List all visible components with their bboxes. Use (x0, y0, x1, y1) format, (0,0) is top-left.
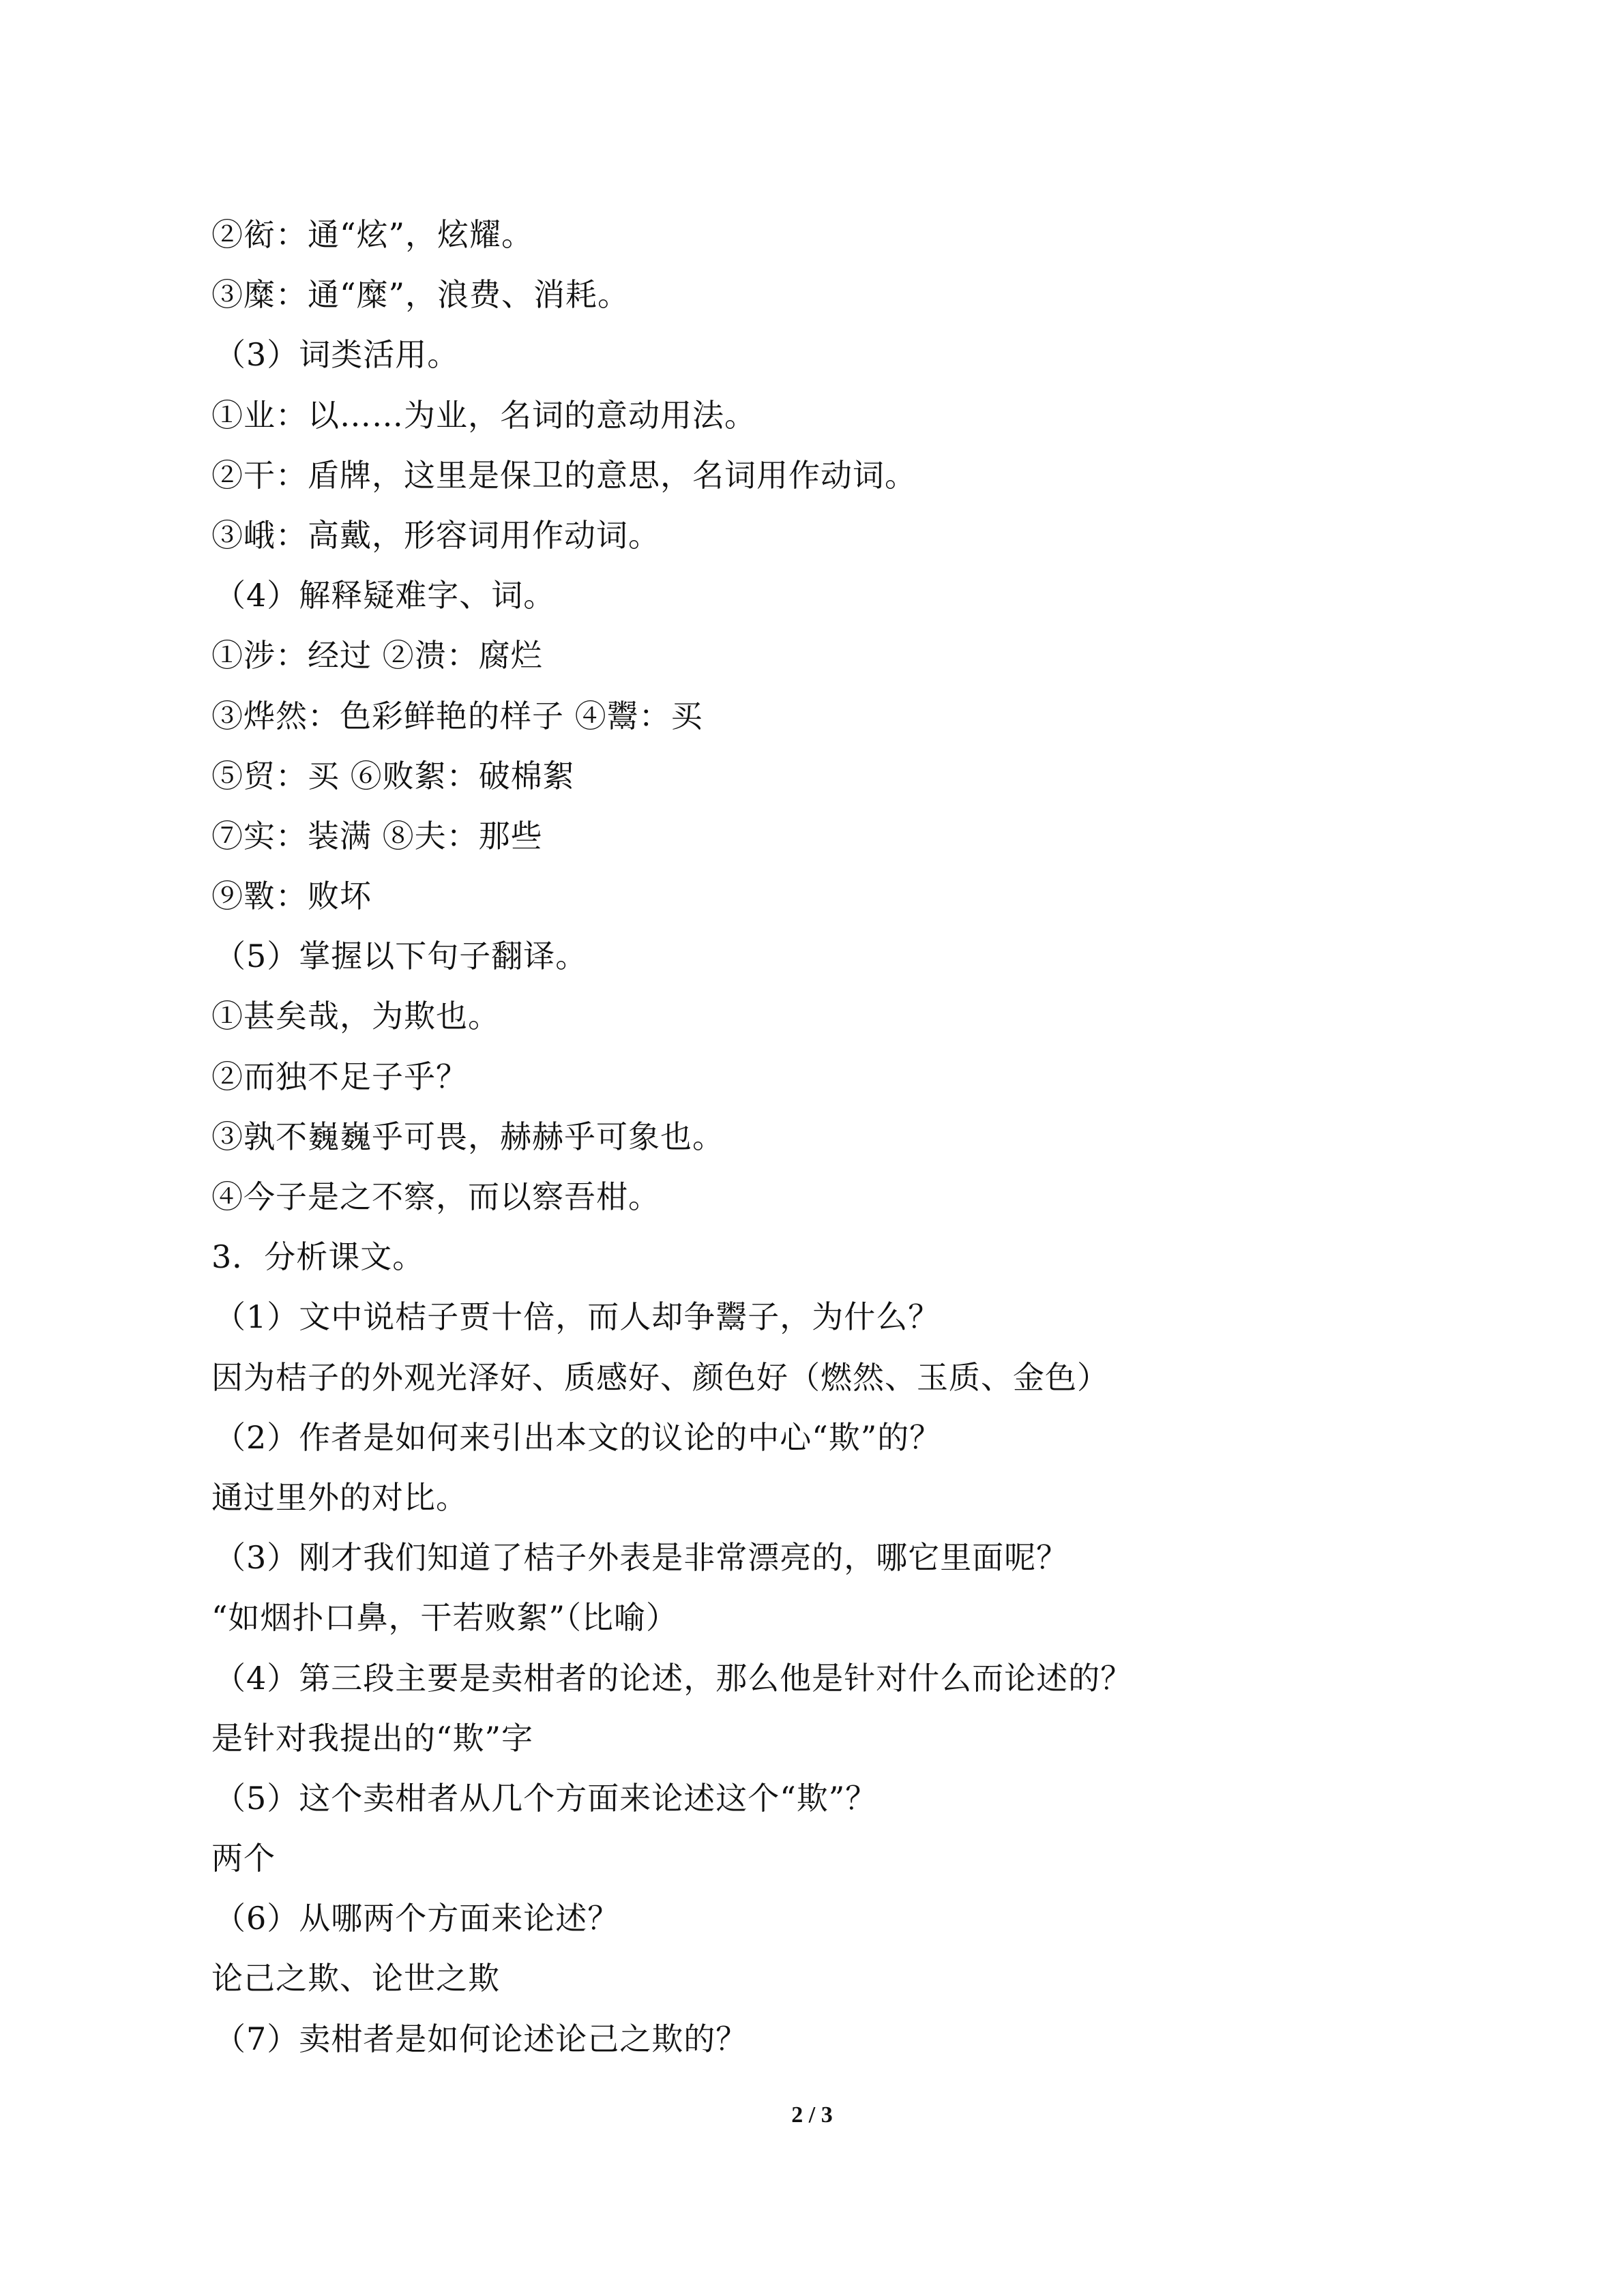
answer-line: 两个 (211, 1840, 276, 1877)
question-line: （6）从哪两个方面来论述？ (214, 1900, 620, 1937)
section-heading: （5）掌握以下句子翻译。 (214, 938, 588, 975)
document-body (211, 205, 1439, 2069)
text-line: ⑦实：装满 ⑧夫：那些 (211, 817, 543, 854)
section-heading: （3）词类活用。 (214, 336, 460, 374)
section-heading: 3．分析课文。 (211, 1238, 425, 1276)
answer-line: 是针对我提出的“欺”字 (211, 1719, 534, 1757)
question-line: （1）文中说桔子贾十倍，而人却争鬻子，为什么？ (214, 1298, 941, 1336)
text-line: ⑤贸：买 ⑥败絮：破棉絮 (211, 757, 575, 794)
text-line: ①甚矣哉，为欺也。 (211, 998, 500, 1035)
question-line: （2）作者是如何来引出本文的议论的中心“欺”的？ (214, 1418, 942, 1456)
answer-line: 通过里外的对比。 (211, 1478, 468, 1516)
question-line: （4）第三段主要是卖柑者的论述，那么他是针对什么而论述的？ (214, 1659, 1133, 1697)
text-line: ③糜：通“糜”，浪费、消耗。 (211, 276, 630, 314)
text-line: ⑨斁：败坏 (211, 878, 372, 915)
answer-line: “如烟扑口鼻，干若败絮”（比喻） (211, 1599, 679, 1637)
section-heading: （4）解释疑难字、词。 (214, 577, 556, 614)
text-line: ③烨然：色彩鲜艳的样子 ④鬻：买 (211, 697, 703, 734)
question-line: （5）这个卖柑者从几个方面来论述这个“欺”？ (214, 1779, 878, 1817)
text-line: ②干：盾牌，这里是保卫的意思，名词用作动词。 (211, 456, 917, 494)
text-line: ①业：以……为业，名词的意动用法。 (211, 396, 756, 434)
text-line: ②衒：通“炫”，炫耀。 (211, 216, 534, 253)
answer-line: 论己之欺、论世之欺 (211, 1960, 500, 1997)
text-line: ①涉：经过 ②溃：腐烂 (211, 637, 543, 674)
text-line: ④今子是之不察，而以察吾柑。 (211, 1178, 660, 1215)
question-line: （3）刚才我们知道了桔子外表是非常漂亮的，哪它里面呢？ (214, 1539, 1069, 1577)
page-number: 2 / 3 (791, 2102, 833, 2128)
answer-line: 因为桔子的外观光泽好、质感好、颜色好（燃然、玉质、金色） (211, 1358, 1109, 1396)
text-line: ③峨：高戴，形容词用作动词。 (211, 516, 660, 554)
question-line: （7）卖柑者是如何论述论己之欺的？ (214, 2020, 748, 2057)
text-line: ③孰不巍巍乎可畏，赫赫乎可象也。 (211, 1118, 724, 1155)
text-line: ②而独不足子乎？ (211, 1058, 468, 1095)
